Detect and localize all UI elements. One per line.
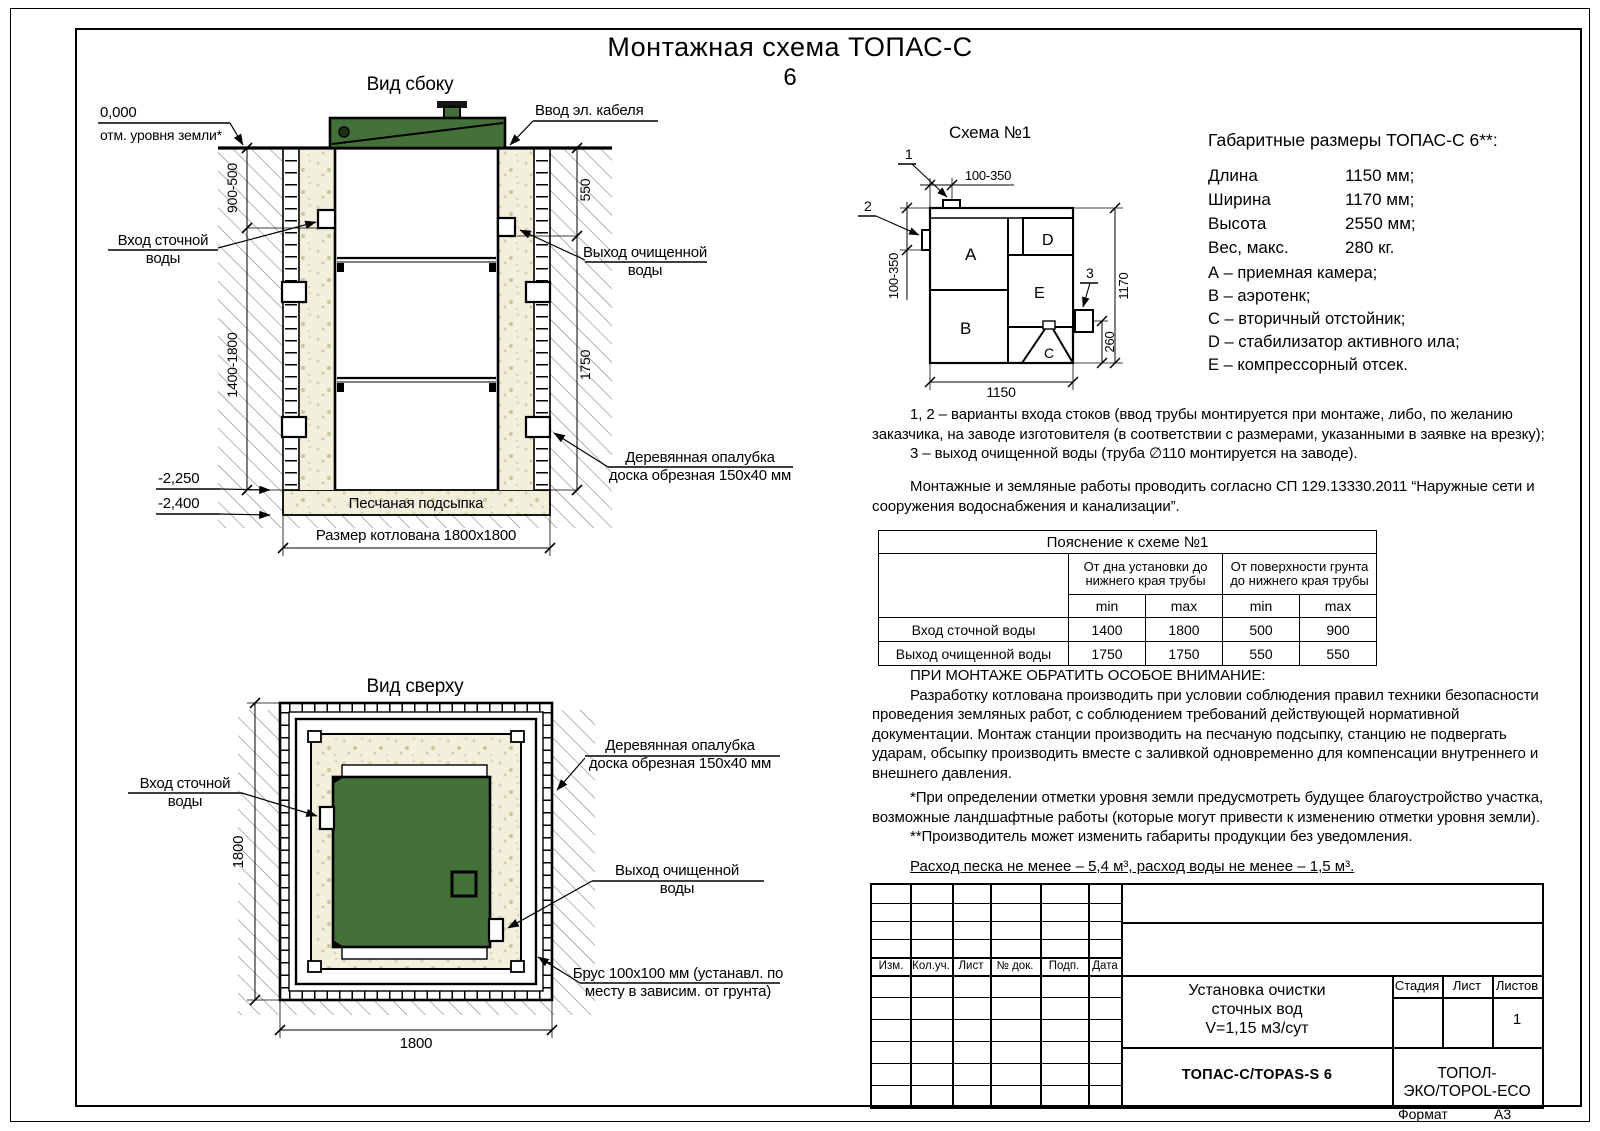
footnotes xyxy=(872,788,1552,847)
outlet-label-1: Выход очищенной xyxy=(614,862,740,879)
attention-title: ПРИ МОНТАЖЕ ОБРАТИТЬ ОСОБОЕ ВНИМАНИЕ: xyxy=(910,667,1266,684)
level-2250: -2,250 xyxy=(158,470,200,487)
tank-lid-top xyxy=(333,765,490,959)
doc-title-1: Установка очистки xyxy=(1188,982,1326,999)
cell: 900 xyxy=(1300,618,1377,642)
table-group-2: От поверхности грунта до нижнего края трубы xyxy=(1223,554,1377,595)
dim-value: 280 кг. xyxy=(1345,238,1395,257)
dim-label: Длина xyxy=(1208,166,1258,185)
attention-body: Разработку котлована производить при условии соблюдения правил техники безопасности проведения земляных работ, с соблюдением требований действующей нормативной документации. Монтаж станции производить на песчаную подсыпку, станцию не подвергать ударам, обсыпку производить вместе с заливкой одновременно для компенсации внутреннего и внешнего давления. xyxy=(872,686,1539,782)
table-title: Пояснение к схеме №1 xyxy=(879,531,1377,554)
timber-block xyxy=(526,417,550,437)
col-izm: Изм. xyxy=(878,960,904,972)
sheets-value: 1 xyxy=(1512,1011,1522,1028)
marker-1: 1 xyxy=(905,146,913,162)
inlet-label-1: Вход сточной xyxy=(117,232,209,249)
dim-outlet: 260 xyxy=(1102,331,1117,353)
attention-block xyxy=(872,666,1552,783)
lid-plate xyxy=(342,947,487,959)
doc-title xyxy=(1122,981,1392,1038)
table-group-1: От дна установки до нижнего края трубы xyxy=(1069,554,1223,595)
legend-item: D – стабилизатор активного ила; xyxy=(1208,333,1460,351)
inlet-pipe xyxy=(318,210,335,228)
stage-label: Стадия xyxy=(1394,978,1440,993)
dim-depth-bottom: 1400-1800 xyxy=(224,332,240,398)
table-row xyxy=(879,618,1377,642)
grid-line xyxy=(1122,1047,1542,1049)
grid-line xyxy=(872,903,1122,904)
timber-block xyxy=(282,282,306,302)
grid-line xyxy=(910,885,912,1107)
model-name: ТОПАС-С/TOPAS-S 6 xyxy=(1181,1067,1333,1083)
overall-heading: Габаритные размеры ТОПАС-С 6**: xyxy=(1208,130,1498,150)
sheets-label: Листов xyxy=(1495,978,1539,993)
outlet-pipe xyxy=(498,218,515,236)
timber-block xyxy=(526,282,550,302)
side-view-title: Вид сбоку xyxy=(366,74,454,95)
lid-lock xyxy=(339,127,349,137)
format-label: Формат xyxy=(1398,1106,1448,1122)
grid-line xyxy=(1122,922,1542,924)
dim-value: 2550 мм; xyxy=(1345,214,1416,233)
marker-2: 2 xyxy=(864,198,872,214)
dim-label: Вес, макс. xyxy=(1208,238,1289,257)
schema-1 xyxy=(840,118,1200,405)
outlet-3 xyxy=(1075,310,1093,332)
schema-body xyxy=(922,200,1093,363)
marker-3: 3 xyxy=(1086,265,1094,281)
explanation-table xyxy=(878,530,1377,666)
grid-line xyxy=(872,1085,1122,1086)
dim-value: 1150 мм; xyxy=(1345,166,1415,185)
grid-line xyxy=(872,1019,1122,1020)
dim-outlet-depth: 550 xyxy=(577,178,593,202)
cell: 1750 xyxy=(1146,642,1223,666)
grid-line xyxy=(872,975,1122,977)
consumption-note: Расход песка не менее – 5,4 м³, расход воды не менее – 1,5 м³. xyxy=(910,858,1355,875)
tank-lid xyxy=(330,101,505,148)
cell: 500 xyxy=(1223,618,1300,642)
sp-note xyxy=(872,477,1548,516)
col-max: max xyxy=(1300,595,1377,618)
col-list: Лист xyxy=(958,960,984,972)
cell: 550 xyxy=(1300,642,1377,666)
formwork-label-2: доска обрезная 150x40 мм xyxy=(588,755,772,772)
outlet-label-1: Выход очищенной xyxy=(582,244,708,261)
grid-line xyxy=(1088,885,1090,1107)
legend-item: В – аэротенк; xyxy=(1208,287,1311,305)
level-zero: 0,000 xyxy=(100,104,137,121)
schema-notes xyxy=(872,405,1548,464)
overall-row xyxy=(1208,190,1416,214)
side-view-ground xyxy=(218,148,612,528)
overall-row xyxy=(1208,214,1416,238)
brus-label-2: месту в зависим. от грунта) xyxy=(584,983,772,1000)
grid-line xyxy=(990,885,992,1107)
title-block xyxy=(870,883,1544,1109)
dim-outlet-bottom: 1750 xyxy=(577,349,593,381)
inlet-label-2: воды xyxy=(145,250,181,267)
compartment-c: C xyxy=(1044,345,1054,361)
formwork-label-1: Деревянная опалубка xyxy=(605,737,755,754)
outlet-label-2: воды xyxy=(659,880,695,897)
compartment-legend xyxy=(1208,264,1460,379)
level-2400: -2,400 xyxy=(158,495,200,512)
level-zero-sub: отм. уровня земли* xyxy=(100,127,222,143)
grid-line xyxy=(872,921,1122,922)
col-ndok: № док. xyxy=(996,960,1034,972)
cable-entry-label: Ввод эл. кабеля xyxy=(535,102,644,119)
vent-hatch xyxy=(452,872,476,896)
timber-block xyxy=(282,417,306,437)
inlet-variant-2 xyxy=(922,230,930,250)
dim-width: 1800 xyxy=(399,1035,433,1052)
doc-title-3: V=1,15 м3/сут xyxy=(1205,1020,1309,1037)
compartment-e: E xyxy=(1034,285,1045,302)
row-label: Выход очищенной воды xyxy=(879,642,1069,666)
formwork-label-1: Деревянная опалубка xyxy=(625,449,775,466)
footnote-1: *При определении отметки уровня земли предусмотреть будущее благоустройство участка, возможные ландшафтные работы (которые могут привести к изменению отметки уровня земли). xyxy=(872,789,1544,826)
dim-value: 1170 мм; xyxy=(1345,190,1415,209)
table-row xyxy=(879,642,1377,666)
cell: 1750 xyxy=(1069,642,1146,666)
row-label: Вход сточной воды xyxy=(879,618,1069,642)
top-view xyxy=(80,670,820,1070)
footnote-2: **Производитель может изменить габариты продукции без уведомления. xyxy=(910,828,1413,845)
cell: 550 xyxy=(1223,642,1300,666)
col-koluch: Кол.уч. xyxy=(912,960,950,972)
sheet-label: Лист xyxy=(1452,978,1482,993)
side-view xyxy=(80,70,800,580)
overall-row xyxy=(1208,166,1416,190)
col-data: Дата xyxy=(1092,960,1118,972)
schema-title: Схема №1 xyxy=(949,123,1031,142)
inlet-variant-1 xyxy=(943,200,960,208)
grid-line xyxy=(872,997,1122,998)
legend-item: С – вторичный отстойник; xyxy=(1208,310,1406,328)
grid-line xyxy=(1392,997,1542,999)
inlet-label-1: Вход сточной xyxy=(139,775,231,792)
grid-line xyxy=(872,1041,1122,1042)
col-max: max xyxy=(1146,595,1223,618)
grid-line xyxy=(952,885,954,1107)
dim-label: Высота xyxy=(1208,214,1267,233)
formwork-label-2: доска обрезная 150x40 мм xyxy=(608,467,792,484)
top-view-title: Вид сверху xyxy=(366,676,464,697)
dim-left: 100-350 xyxy=(886,252,901,300)
dim-right: 1170 xyxy=(1116,272,1131,300)
table-blank-cell xyxy=(879,554,1069,618)
page-title: Монтажная схема ТОПАС-С xyxy=(607,32,973,62)
legend-item: А – приемная камера; xyxy=(1208,264,1378,282)
pit-size-label: Размер котлована 1800x1800 xyxy=(315,527,517,544)
outlet-pipe-top xyxy=(489,919,503,941)
grid-line xyxy=(872,939,1122,940)
legend-item: Е – компрессорный отсек. xyxy=(1208,356,1408,374)
cell: 1400 xyxy=(1069,618,1146,642)
brus-label-1: Брус 100x100 мм (устанавл. по xyxy=(572,965,784,982)
sand-bedding-label: Песчаная подсыпка xyxy=(348,495,484,512)
lid-plate xyxy=(342,765,487,777)
note-outlet: 3 – выход очищенной воды (труба ∅110 монтируется на заводе). xyxy=(910,445,1358,462)
col-min: min xyxy=(1223,595,1300,618)
overall-rows xyxy=(1208,166,1416,262)
note-variants: 1, 2 – варианты входа стоков (ввод трубы монтируется при монтаже, либо, по желанию заказчика, на заводе изготовителя (в соответствии с размерами, указанными в заявке на врезку); xyxy=(872,406,1545,443)
cell: 1800 xyxy=(1146,618,1223,642)
col-podp: Подп. xyxy=(1048,960,1080,972)
outlet-label-2: воды xyxy=(627,262,663,279)
compartment-d: D xyxy=(1042,232,1054,249)
dim-depth-top: 900-500 xyxy=(224,163,240,213)
dim-bottom: 1150 xyxy=(986,384,1016,400)
inlet-label-2: воды xyxy=(167,793,203,810)
dim-label: Ширина xyxy=(1208,190,1271,209)
dim-height: 1800 xyxy=(230,835,247,869)
doc-title-2: сточных вод xyxy=(1211,1001,1303,1018)
grid-line xyxy=(872,1063,1122,1064)
col-min: min xyxy=(1069,595,1146,618)
note-sp-text: Монтажные и земляные работы проводить согласно СП 129.13330.2011 “Наружные сети и сооружения водоснабжения и канализации”. xyxy=(872,478,1535,515)
compartment-a: A xyxy=(965,245,977,264)
page-title-line2: 6 xyxy=(783,64,797,91)
inlet-pipe-top xyxy=(320,807,334,829)
grid-line xyxy=(1040,885,1042,1107)
company-name: ТОПОЛ-ЭКО/TOPOL-ECO xyxy=(1403,1065,1531,1100)
overall-row xyxy=(1208,238,1416,262)
grid-line xyxy=(1122,975,1542,977)
compartment-b: B xyxy=(960,319,972,338)
dim-top: 100-350 xyxy=(964,168,1012,183)
format-value: А3 xyxy=(1494,1106,1512,1122)
